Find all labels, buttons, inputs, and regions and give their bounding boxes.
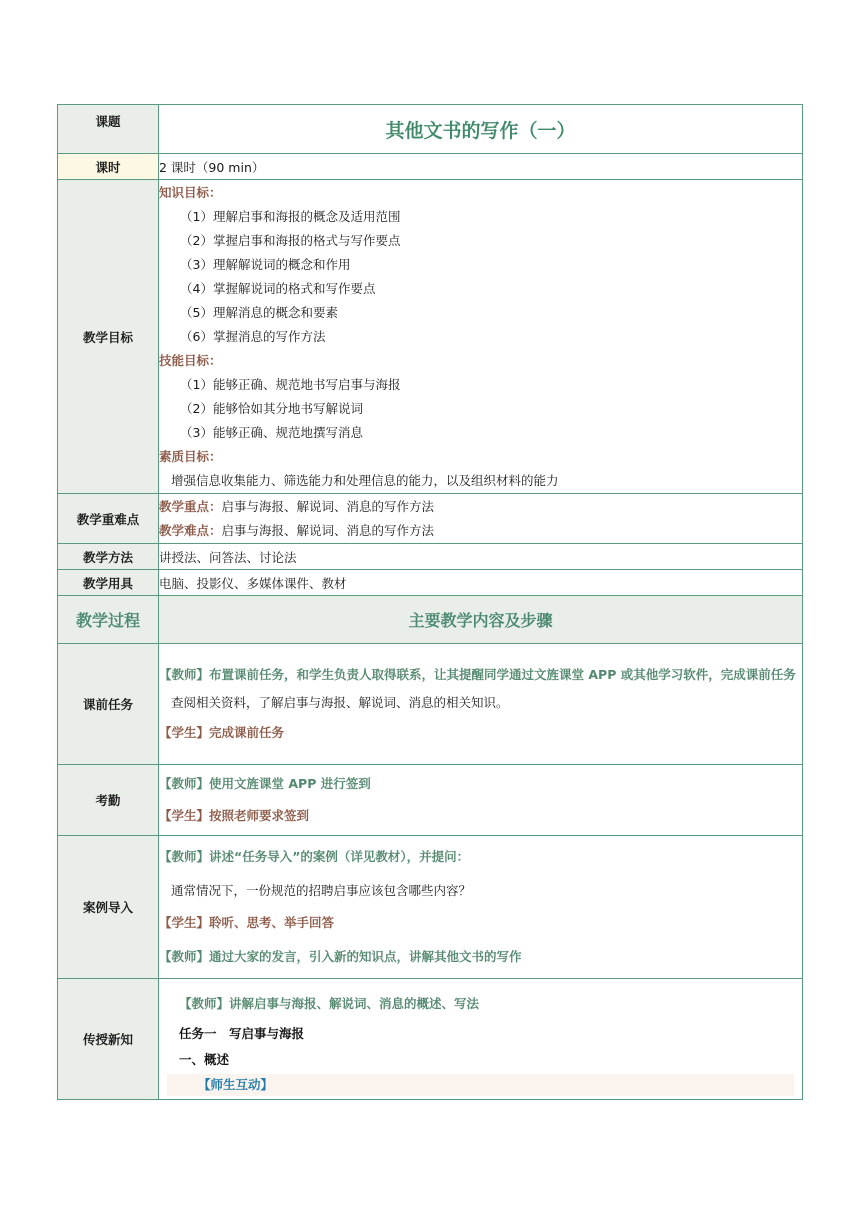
lesson-plan-table xyxy=(57,104,803,1100)
knowledge-title: 知识目标： xyxy=(159,184,222,200)
case-content xyxy=(159,836,803,979)
case-question: 通常情况下，一份规范的招聘启事应该包含哪些内容？ xyxy=(171,883,472,898)
key-text: 启事与海报、解说词、消息的写作方法 xyxy=(221,498,435,514)
newknowledge-content xyxy=(159,979,803,1100)
pretask-content xyxy=(159,644,803,765)
attendance-teacher: 【教师】使用文旌课堂 APP 进行签到 xyxy=(159,776,371,791)
attendance-label: 考勤 xyxy=(58,765,159,836)
key-label: 教学重点： xyxy=(159,498,222,514)
page-title: 其他文书的写作（一） xyxy=(159,105,803,154)
skill-item: （3）能够正确、规范地撰写消息 xyxy=(180,424,363,440)
tools-label: 教学用具 xyxy=(58,570,159,596)
objectives-label: 教学目标 xyxy=(58,180,159,494)
knowledge-item: （1）理解启事和海报的概念及适用范围 xyxy=(180,208,401,224)
skill-item: （1）能够正确、规范地书写启事与海报 xyxy=(180,376,401,392)
knowledge-item: （3）理解解说词的概念和作用 xyxy=(180,256,351,272)
pretask-detail: 查阅相关资料，了解启事与海报、解说词、消息的相关知识。 xyxy=(171,694,509,710)
case-teacher-followup: 【教师】通过大家的发言，引入新的知识点，讲解其他文书的写作 xyxy=(159,949,522,964)
task-heading: 任务一 写启事与海报 xyxy=(179,1026,305,1041)
case-teacher: 【教师】讲述“任务导入”的案例（详见教材），并提问： xyxy=(159,849,470,864)
keypoints-content xyxy=(159,494,803,544)
knowledge-item: （5）理解消息的概念和要素 xyxy=(180,304,338,320)
difficulty-text: 启事与海报、解说词、消息的写作方法 xyxy=(221,522,435,538)
process-content-title: 主要教学内容及步骤 xyxy=(159,596,803,644)
newknowledge-label: 传授新知 xyxy=(58,979,159,1100)
knowledge-item: （4）掌握解说词的格式和写作要点 xyxy=(180,280,376,296)
case-label: 案例导入 xyxy=(58,836,159,979)
attendance-student: 【学生】按照老师要求签到 xyxy=(159,808,310,823)
topic-label-cell xyxy=(58,105,159,154)
hours-value: 2 课时（90 min） xyxy=(159,154,803,180)
topic-label: 课题 xyxy=(95,114,121,129)
interaction-bar: 【师生互动】 xyxy=(167,1074,794,1096)
case-student: 【学生】聆听、思考、举手回答 xyxy=(159,915,335,930)
keypoints-label: 教学重难点 xyxy=(58,494,159,544)
objectives-content xyxy=(159,180,803,494)
knowledge-item: （6）掌握消息的写作方法 xyxy=(180,328,326,344)
skill-item: （2）能够恰如其分地书写解说词 xyxy=(180,400,363,416)
section-heading: 一、概述 xyxy=(179,1052,230,1067)
methods-label: 教学方法 xyxy=(58,544,159,570)
attendance-content xyxy=(159,765,803,836)
skill-title: 技能目标： xyxy=(159,352,222,368)
hours-label: 课时 xyxy=(58,154,159,180)
quality-text: 增强信息收集能力、筛选能力和处理信息的能力，以及组织材料的能力 xyxy=(171,472,559,488)
quality-title: 素质目标： xyxy=(159,448,222,464)
methods-value: 讲授法、问答法、讨论法 xyxy=(159,544,803,570)
pretask-student: 【学生】完成课前任务 xyxy=(159,724,285,740)
newknowledge-teacher: 【教师】讲解启事与海报、解说词、消息的概述、写法 xyxy=(179,996,480,1011)
difficulty-label: 教学难点： xyxy=(159,522,222,538)
pretask-teacher: 【教师】布置课前任务，和学生负责人取得联系，让其提醒同学通过文旌课堂 APP 或其他学习软件，完成课前任务 xyxy=(159,666,796,682)
process-label: 教学过程 xyxy=(58,596,159,644)
tools-value: 电脑、投影仪、多媒体课件、教材 xyxy=(159,570,803,596)
pretask-label: 课前任务 xyxy=(58,644,159,765)
knowledge-item: （2）掌握启事和海报的格式与写作要点 xyxy=(180,232,401,248)
